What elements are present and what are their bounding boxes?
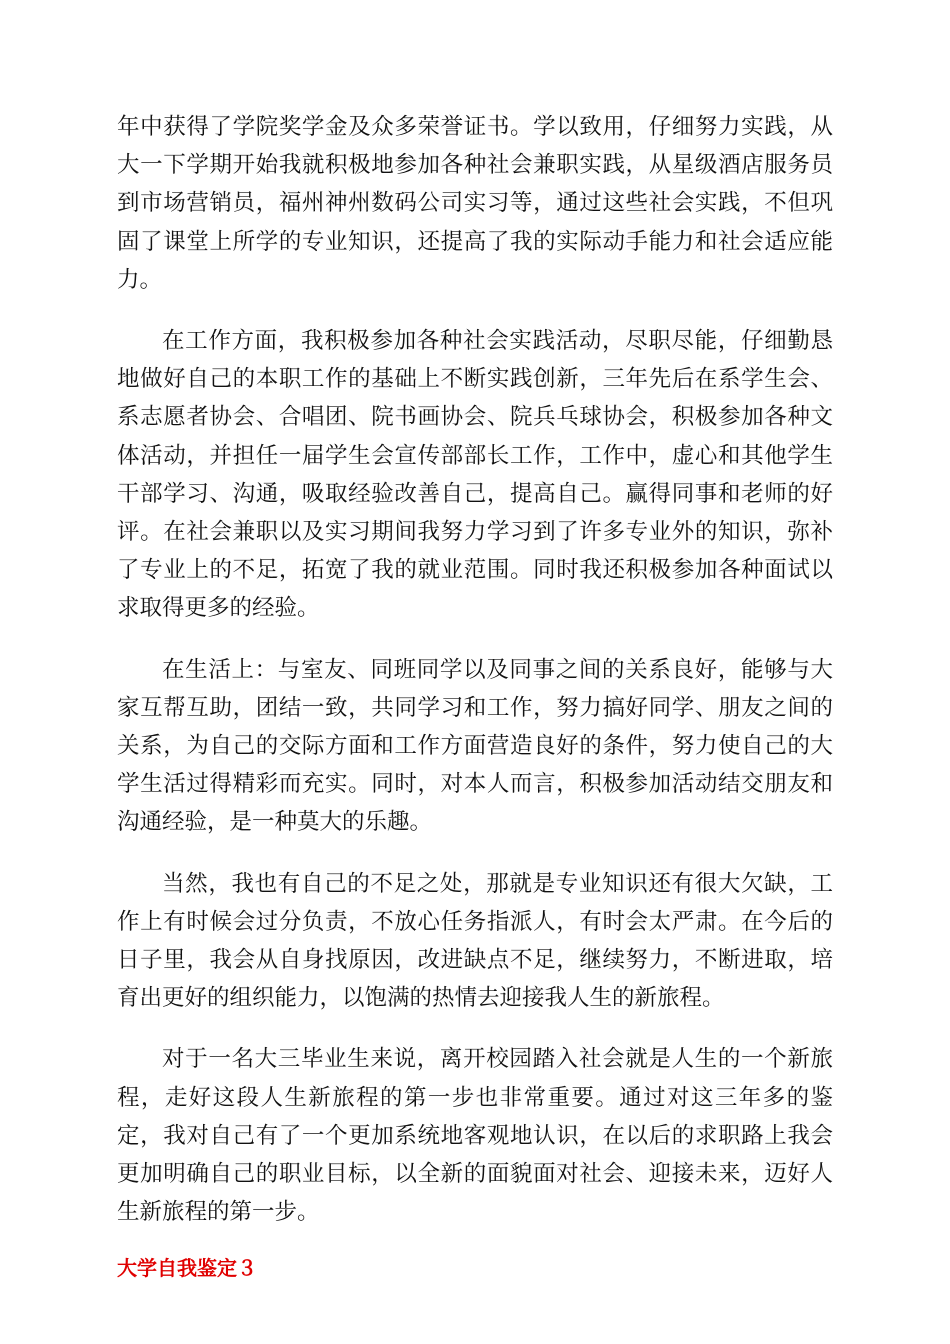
paragraph-5: 对于一名大三毕业生来说，离开校园踏入社会就是人生的一个新旅程，走好这段人生新旅程的第一步也非常重要。通过对这三年多的鉴定，我对自己有了一个更加系统地客观地认识，在以后的求职路上我会更加明确自己的职业目标，以全新的面貌面对社会、迎接未来，迈好人生新旅程的第一步。 [117,1046,833,1226]
paragraph-gap [117,299,833,322]
paragraph-gap [117,628,833,651]
paragraph-gap [117,842,833,865]
paragraph-4: 当然，我也有自己的不足之处，那就是专业知识还有很大欠缺，工作上有时候会过分负责，不放心任务指派人，有时会太严肃。在今后的日子里，我会从自身找原因，改进缺点不足，继续努力，不断进取，培育出更好的组织能力，以饱满的热情去迎接我人生的新旅程。 [117,870,833,1012]
paragraph-1: 年中获得了学院奖学金及众多荣誉证书。学以致用，仔细努力实践，从大一下学期开始我就积极地参加各种社会兼职实践，从星级酒店服务员到市场营销员，福州神州数码公司实习等，通过这些社会实践，不但巩固了课堂上所学的专业知识，还提高了我的实际动手能力和社会适应能力。 [117,114,833,293]
paragraph-3: 在生活上：与室友、同班同学以及同事之间的关系良好，能够与大家互帮互助，团结一致，共同学习和工作，努力搞好同学、朋友之间的关系，为自己的交际方面和工作方面营造良好的条件，努力使自己的大学生活过得精彩而充实。同时，对本人而言，积极参加活动结交朋友和沟通经验，是一种莫大的乐趣。 [117,656,833,836]
document-body [117,108,833,1283]
paragraph-2: 在工作方面，我积极参加各种社会实践活动，尽职尽能，仔细勤恳地做好自己的本职工作的基础上不断实践创新，三年先后在系学生会、系志愿者协会、合唱团、院书画协会、院兵乓球协会，积极参加各种文体活动，并担任一届学生会宣传部部长工作，工作中，虚心和其他学生干部学习、沟通，吸取经验改善自己，提高自己。赢得同事和老师的好评。在社会兼职以及实习期间我努力学习到了许多专业外的知识，弥补了专业上的不足，拓宽了我的就业范围。同时我还积极参加各种面试以求取得更多的经验。 [117,328,833,622]
paragraph-gap [117,1017,833,1040]
section-heading: 大学自我鉴定３ [117,1256,257,1281]
